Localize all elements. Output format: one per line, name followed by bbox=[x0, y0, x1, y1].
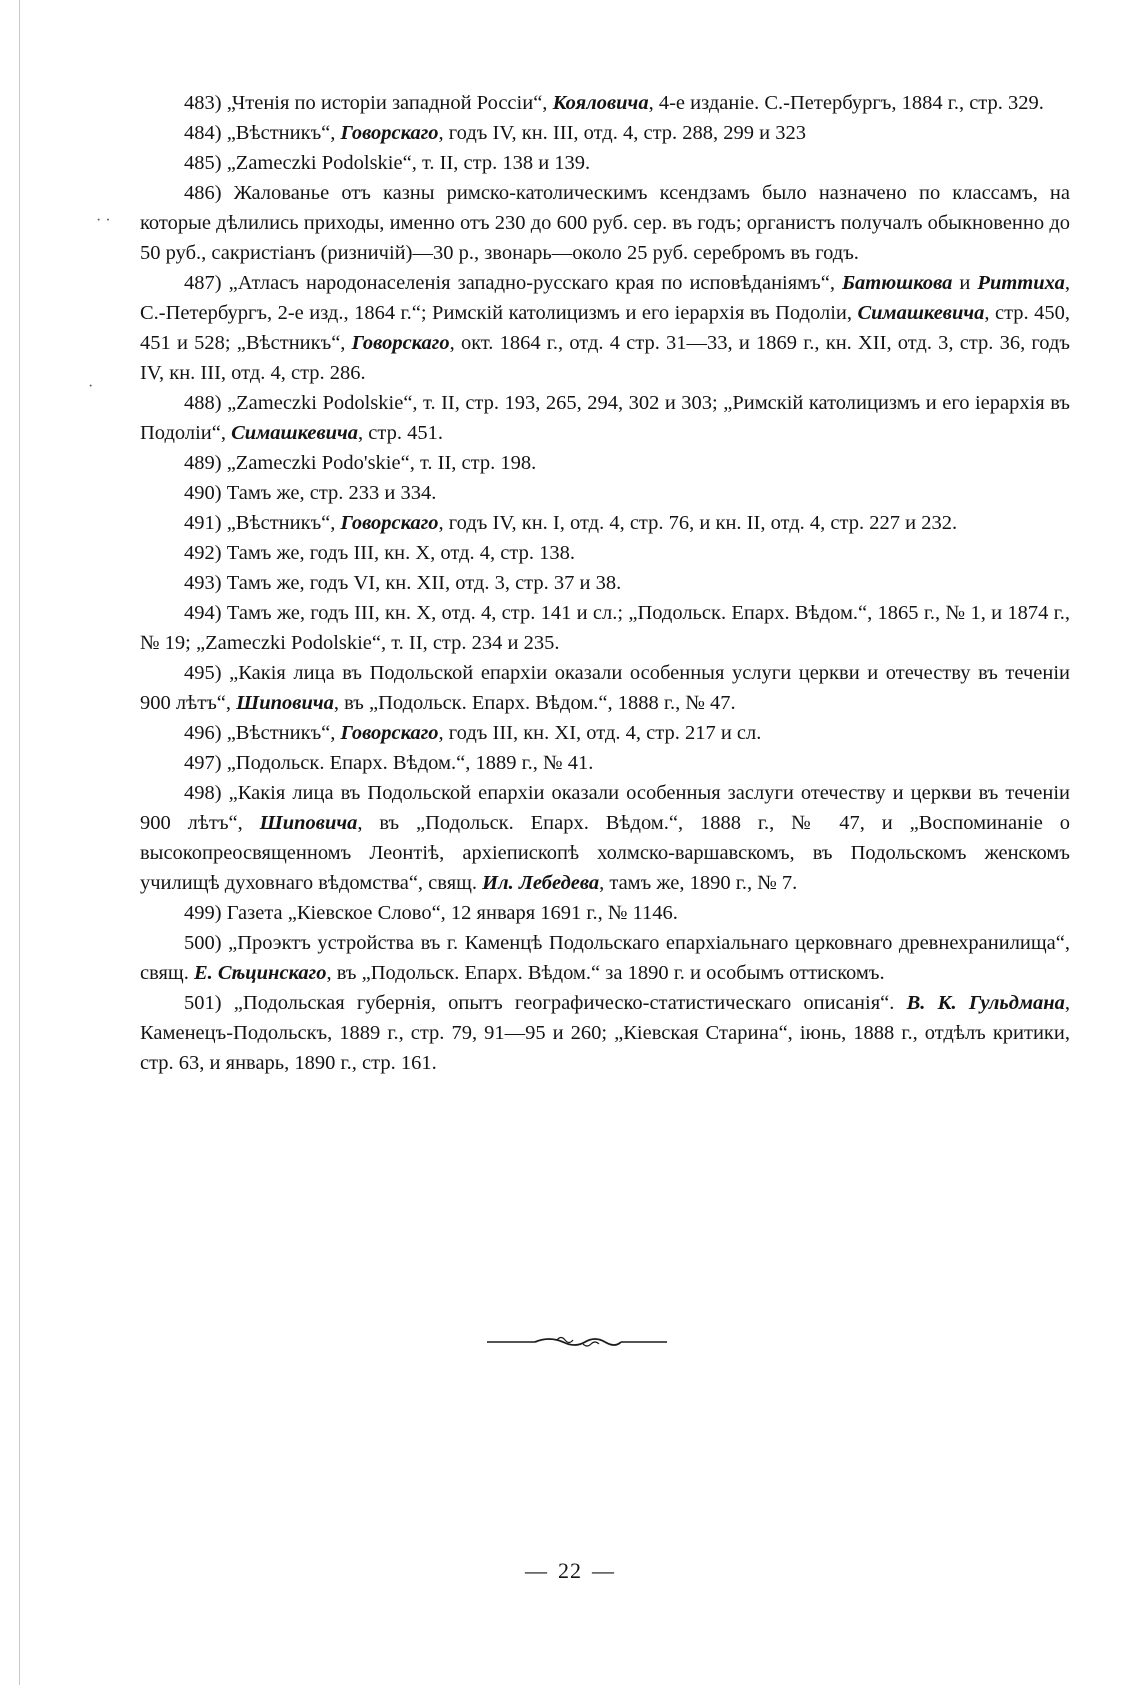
footnote-text: „Какія лица въ Подольской епархіи оказали особенныя услуги церкви и отечеству въ теченіи 900 лѣтъ“, bbox=[140, 662, 1070, 714]
footnote-text: „Вѣстникъ“, bbox=[221, 512, 341, 534]
footnote-text: , 4-е изданіе. С.-Петербургъ, 1884 г., стр. 329. bbox=[648, 92, 1044, 114]
author-name: Ил. Лебедева bbox=[482, 872, 600, 894]
footnote-item bbox=[140, 988, 1070, 1078]
footnote-number: 493) bbox=[184, 572, 222, 594]
footnote-number: 496) bbox=[184, 722, 222, 744]
footnote-number: 497) bbox=[184, 752, 222, 774]
footnote-number: 500) bbox=[184, 932, 222, 954]
footnote-number: 489) bbox=[184, 452, 222, 474]
page-number-dash-right: — bbox=[592, 1558, 615, 1583]
footnote-item bbox=[140, 598, 1070, 658]
footnote-text: , годъ IV, кн. I, отд. 4, стр. 76, и кн. II, отд. 4, стр. 227 и 232. bbox=[438, 512, 958, 534]
page-number bbox=[0, 1558, 1140, 1584]
footnote-text: , годъ IV, кн. III, отд. 4, стр. 288, 299 и 323 bbox=[438, 122, 807, 144]
footnote-number: 491) bbox=[184, 512, 222, 534]
footnote-item bbox=[140, 778, 1070, 898]
footnote-text: Тамъ же, годъ III, кн. X, отд. 4, стр. 141 и сл.; „Подольск. Епарх. Вѣдом.“, 1865 г., № 1, и 1874 г., № 19; „Zameczki Podolskie“, т. II, стр. 234 и 235. bbox=[140, 602, 1070, 654]
footnote-text: , годъ III, кн. XI, отд. 4, стр. 217 и сл. bbox=[438, 722, 762, 744]
footnote-text: , въ „Подольск. Епарх. Вѣдом.“, 1888 г., № 47. bbox=[333, 692, 736, 714]
author-name: Риттиха bbox=[977, 272, 1065, 294]
footnote-item bbox=[140, 118, 1070, 148]
footnote-text: „Атласъ народонаселенія западно-русскаго края по исповѣданіямъ“, bbox=[221, 272, 842, 294]
footnote-text: „Какія лица въ Подольской епархіи оказали особенныя заслуги отечеству и церкви въ теченіи 900 лѣтъ“, bbox=[140, 782, 1070, 834]
footnote-text: Газета „Кіевское Слово“, 12 января 1691 г., № 1146. bbox=[221, 902, 678, 924]
author-name: Говорскаго bbox=[340, 122, 439, 144]
footnote-item bbox=[140, 928, 1070, 988]
author-name: Говорскаго bbox=[340, 722, 439, 744]
footnote-number: 483) bbox=[184, 92, 222, 114]
footnote-text: „Подольская губернія, опытъ географическо-статистическаго описанія“. bbox=[221, 992, 907, 1014]
footnote-item bbox=[140, 178, 1070, 268]
footnote-text: „Вѣстникъ“, bbox=[221, 122, 341, 144]
page-number-dash-left: — bbox=[525, 1558, 548, 1583]
footnote-number: 498) bbox=[184, 782, 222, 804]
margin-mark: · bbox=[88, 378, 94, 395]
footnote-text: Тамъ же, годъ VI, кн. XII, отд. 3, стр. 37 и 38. bbox=[221, 572, 622, 594]
margin-mark: · · bbox=[96, 212, 111, 229]
author-name: В. К. Гульдмана bbox=[906, 992, 1065, 1014]
footnote-text: , окт. 1864 г., отд. 4 стр. 31—33, и 1869 г., кн. XII, отд. 3, стр. 36, годъ IV, кн. III, отд. 4, стр. 286. bbox=[140, 332, 1070, 384]
footnote-number: 484) bbox=[184, 122, 222, 144]
footnote-text: „Вѣстникъ“, bbox=[221, 722, 341, 744]
footnote-text: Тамъ же, стр. 233 и 334. bbox=[221, 482, 437, 504]
author-name: Кояловича bbox=[552, 92, 649, 114]
footnote-number: 494) bbox=[184, 602, 222, 624]
footnote-text: „Чтенія по исторіи западной Россіи“, bbox=[221, 92, 553, 114]
footnote-item bbox=[140, 148, 1070, 178]
footnote-item bbox=[140, 718, 1070, 748]
author-name: Шиповича bbox=[236, 692, 334, 714]
author-name: Шиповича bbox=[259, 812, 358, 834]
author-name: Батюшкова bbox=[842, 272, 953, 294]
footnote-text: Жалованье отъ казны римско-католическимъ ксендзамъ было назначено по классамъ, на которые дѣлились приходы, именно отъ 230 до 600 руб. сер. въ годъ; органистъ получалъ обыкновенно до 50 руб., сакристіанъ (ризничій)—30 р., звонарь—около 25 руб. серебромъ въ годъ. bbox=[140, 182, 1070, 264]
footnote-text: , стр. 451. bbox=[358, 422, 443, 444]
footnote-text: „Zameczki Podolskie“, т. II, стр. 138 и 139. bbox=[221, 152, 591, 174]
author-name: Симашкевича bbox=[857, 302, 985, 324]
footnote-text: , въ „Подольск. Епарх. Вѣдом.“ за 1890 г. и особымъ оттискомъ. bbox=[326, 962, 885, 984]
author-name: Е. Сѣцинскаго bbox=[193, 962, 327, 984]
footnote-text: , Каменецъ-Подольскъ, 1889 г., стр. 79, 91—95 и 260; „Кіевская Старина“, іюнь, 1888 г., отдѣлъ критики, стр. 63, и январь, 1890 г., стр. 161. bbox=[140, 992, 1070, 1074]
footnote-text: „Подольск. Епарх. Вѣдом.“, 1889 г., № 41. bbox=[221, 752, 594, 774]
footnote-item bbox=[140, 898, 1070, 928]
footnote-number: 487) bbox=[184, 272, 222, 294]
footnote-text: „Zameczki Podo'skie“, т. II, стр. 198. bbox=[221, 452, 537, 474]
footnote-item bbox=[140, 658, 1070, 718]
footnote-item bbox=[140, 448, 1070, 478]
footnote-text: , С.-Петербургъ, 2-е изд., 1864 г.“; Римскій католицизмъ и его іерархія въ Подоліи, bbox=[140, 272, 1070, 324]
footnote-item bbox=[140, 388, 1070, 448]
footnote-text: , въ „Подольск. Епарх. Вѣдом.“, 1888 г., № 47, и „Воспоминаніе о высокопреосвященномъ Леонтіѣ, архіепископѣ холмско-варшавскомъ, въ Подольскомъ женскомъ училищѣ духовнаго вѣдомства“, свящ. bbox=[140, 812, 1070, 894]
footnote-text: Тамъ же, годъ III, кн. X, отд. 4, стр. 138. bbox=[221, 542, 575, 564]
footnote-list bbox=[140, 88, 1070, 1078]
footnote-text: , стр. 450, 451 и 528; „Вѣстникъ“, bbox=[140, 302, 1070, 354]
footnote-number: 488) bbox=[184, 392, 222, 414]
footnote-text: , тамъ же, 1890 г., № 7. bbox=[599, 872, 798, 894]
footnote-item bbox=[140, 568, 1070, 598]
author-name: Говорскаго bbox=[340, 512, 439, 534]
footnote-number: 492) bbox=[184, 542, 222, 564]
footnote-text: и bbox=[952, 272, 978, 294]
author-name: Говорскаго bbox=[351, 332, 450, 354]
footnote-number: 501) bbox=[184, 992, 222, 1014]
footnote-item bbox=[140, 538, 1070, 568]
footnote-number: 485) bbox=[184, 152, 222, 174]
footnote-item bbox=[140, 508, 1070, 538]
footnote-text: „Проэктъ устройства въ г. Каменцѣ Подольскаго епархіальнаго церковнаго древнехранилища“, свящ. bbox=[140, 932, 1070, 984]
footnote-item bbox=[140, 478, 1070, 508]
footnote-number: 495) bbox=[184, 662, 222, 684]
footnote-number: 486) bbox=[184, 182, 222, 204]
page-edge-line bbox=[19, 0, 20, 1685]
footnote-number: 490) bbox=[184, 482, 222, 504]
footnote-item bbox=[140, 268, 1070, 388]
page-number-value: 22 bbox=[558, 1558, 582, 1583]
footnote-text: „Zameczki Podolskie“, т. II, стр. 193, 265, 294, 302 и 303; „Римскій католицизмъ и его іерархія въ Подоліи“, bbox=[140, 392, 1070, 444]
flourish-divider-icon bbox=[487, 1334, 667, 1350]
author-name: Симашкевича bbox=[231, 422, 359, 444]
footnote-number: 499) bbox=[184, 902, 222, 924]
footnote-item bbox=[140, 88, 1070, 118]
footnote-item bbox=[140, 748, 1070, 778]
